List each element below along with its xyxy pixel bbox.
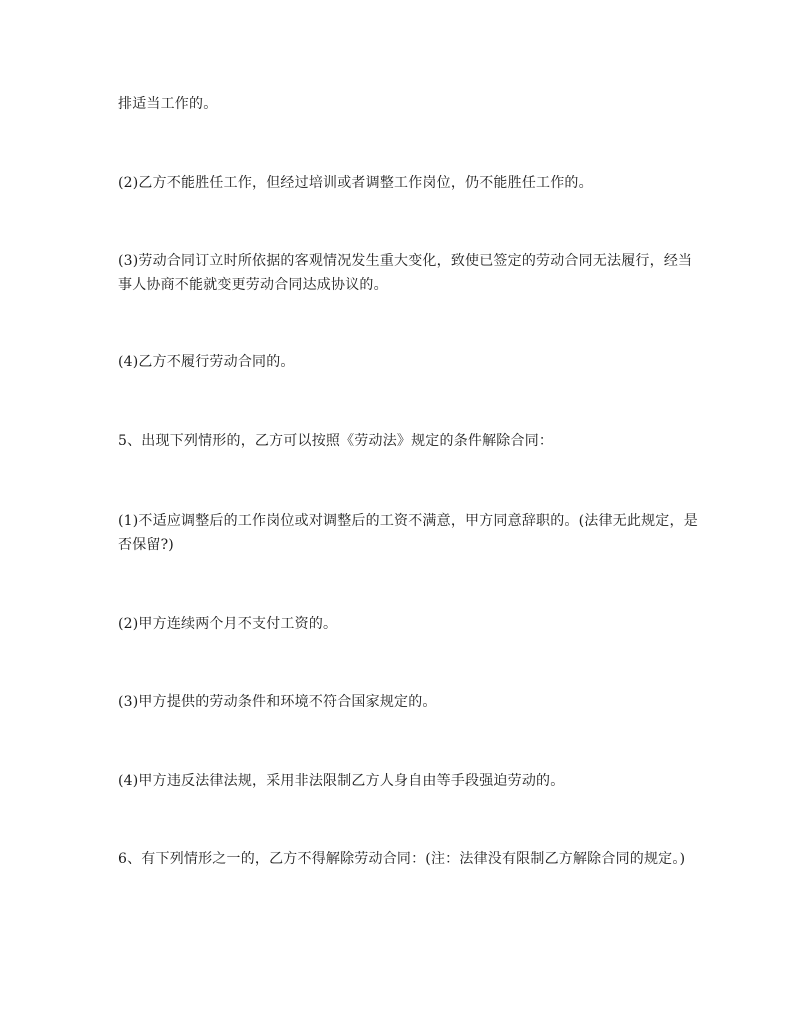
paragraph-item-2-unpaid-wages: (2)甲方连续两个月不支付工资的。 xyxy=(118,616,338,632)
section-5-heading: 5、出现下列情形的，乙方可以按照《劳动法》规定的条件解除合同： xyxy=(118,433,554,449)
paragraph-item-3-conditions: (3)甲方提供的劳动条件和环境不符合国家规定的。 xyxy=(118,694,437,710)
paragraph-item-3-circumstances: (3)劳动合同订立时所依据的客观情况发生重大变化，致使已签定的劳动合同无法履行，经当事人协商不能就变更劳动合同达成协议的。 xyxy=(118,253,693,293)
paragraph-continuation: 排适当工作的。 xyxy=(118,96,218,112)
paragraph-item-4-nonperformance: (4)乙方不履行劳动合同的。 xyxy=(118,354,295,370)
paragraph-item-1-resignation: (1)不适应调整后的工作岗位或对调整后的工资不满意，甲方同意辞职的。(法律无此规定，是否保留?) xyxy=(118,513,698,553)
paragraph-item-2-incompetent: (2)乙方不能胜任工作，但经过培训或者调整工作岗位，仍不能胜任工作的。 xyxy=(118,175,593,191)
paragraph-item-4-forced-labor: (4)甲方违反法律法规，采用非法限制乙方人身自由等手段强迫劳动的。 xyxy=(118,773,565,789)
section-6-heading: 6、有下列情形之一的，乙方不得解除劳动合同：(注：法律没有限制乙方解除合同的规定。) xyxy=(118,851,686,867)
